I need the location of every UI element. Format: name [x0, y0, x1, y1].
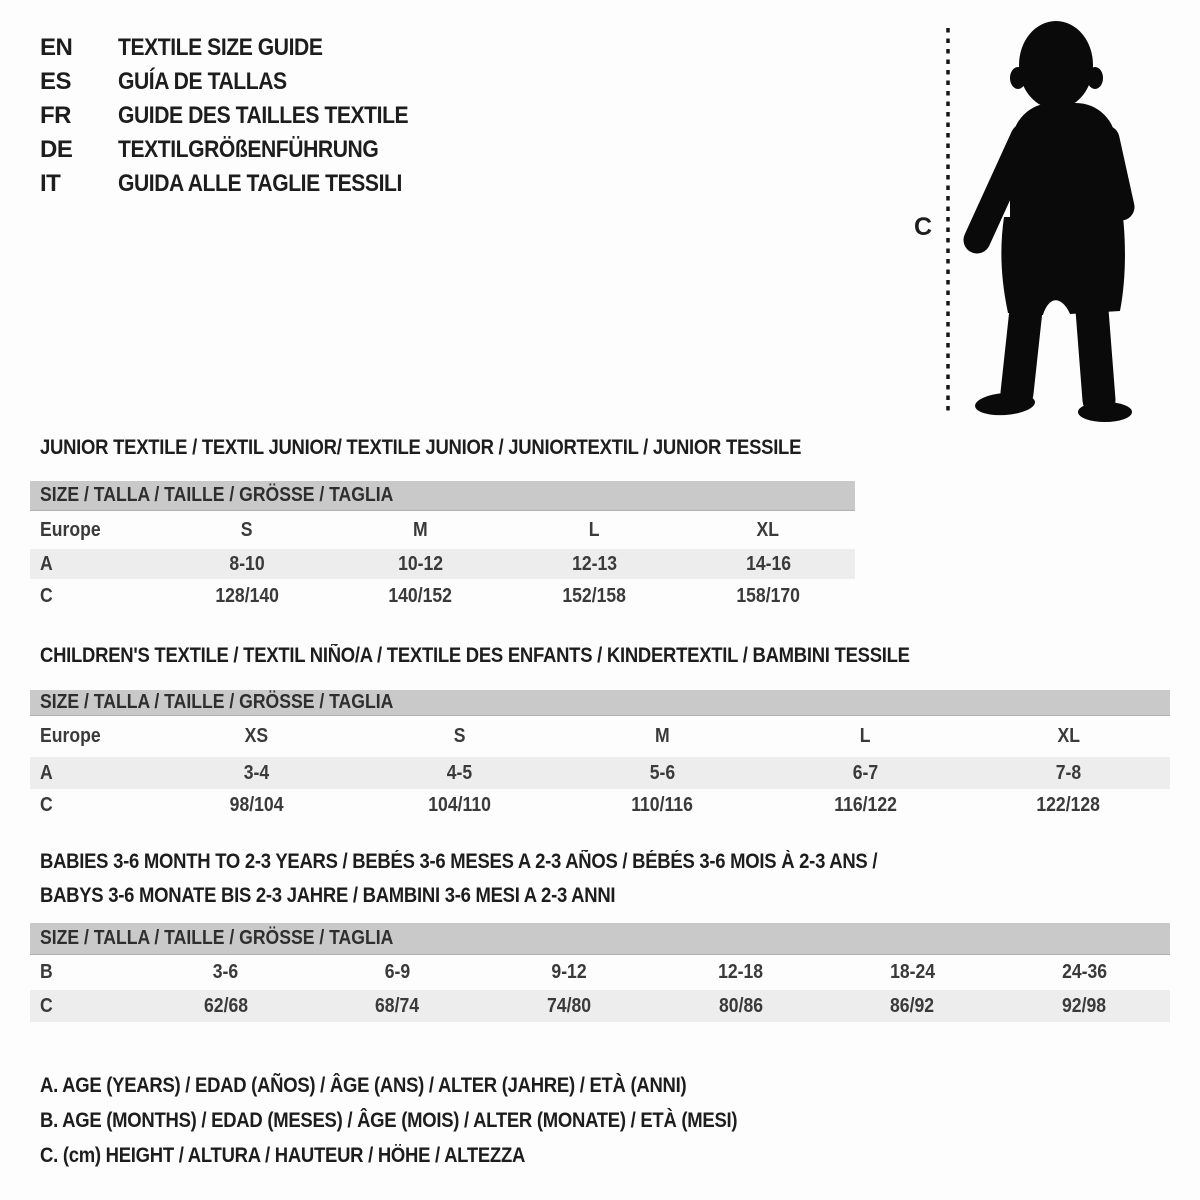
footnote-a: A. AGE (YEARS) / EDAD (AÑOS) / ÂGE (ANS) / ALTER (JAHRE) / ETÀ (ANNI): [40, 1074, 687, 1097]
guide-title-fr: GUIDE DES TAILLES TEXTILE: [118, 102, 409, 129]
lang-code: ES: [40, 68, 72, 95]
age-cell: 18-24: [890, 961, 936, 983]
age-cell: 8-10: [229, 552, 265, 575]
height-cell: 62/68: [203, 994, 248, 1017]
guide-title-de: TEXTILGRÖßENFÜHRUNG: [118, 136, 379, 163]
lang-row-it: [40, 167, 448, 201]
lang-code: FR: [40, 102, 71, 129]
size-cell: XL: [1057, 725, 1080, 747]
age-cell: 12-13: [571, 552, 617, 575]
height-cell: 158/170: [736, 584, 800, 607]
height-cell: 152/158: [562, 584, 627, 607]
height-cell: 80/86: [718, 994, 763, 1017]
age-cell: 10-12: [398, 552, 444, 575]
age-cell: 3-6: [213, 961, 239, 983]
table-row: [30, 716, 1170, 757]
table-row: [30, 990, 1170, 1022]
babies-size-table: [30, 923, 1170, 1022]
junior-section-title-text: JUNIOR TEXTILE / TEXTIL JUNIOR/ TEXTILE JUNIOR / JUNIORTEXTIL / JUNIOR TESSILE: [40, 436, 802, 459]
baby-silhouette-shape: [974, 21, 1132, 422]
age-cell: 12-18: [718, 961, 764, 983]
table-row: [30, 955, 1170, 990]
footnote-c: C. (cm) HEIGHT / ALTURA / HAUTEUR / HÖHE / ALTEZZA: [40, 1144, 526, 1167]
junior-size-header-bar: [30, 481, 855, 511]
size-cell: XS: [244, 725, 269, 747]
height-cell: 74/80: [547, 994, 592, 1017]
size-cell: M: [413, 518, 428, 541]
size-header-label: SIZE / TALLA / TAILLE / GRÖSSE / TAGLIA: [40, 691, 394, 713]
height-cell: 68/74: [375, 994, 420, 1017]
height-cell: 140/152: [388, 584, 453, 607]
baby-silhouette-icon: [930, 5, 1170, 435]
age-cell: 6-7: [852, 761, 879, 784]
height-cell: 98/104: [229, 793, 284, 816]
age-cell: 4-5: [446, 761, 473, 784]
guide-title-it: GUIDA ALLE TAGLIE TESSILI: [118, 170, 402, 197]
size-cell: M: [655, 725, 670, 747]
babies-section-title-line1: BABIES 3-6 MONTH TO 2-3 YEARS / BEBÉS 3-6 MESES A 2-3 AÑOS / BÉBÉS 3-6 MOIS À 2-3 ANS /: [40, 850, 878, 873]
age-cell: 5-6: [649, 761, 676, 784]
babies-size-header-bar: [30, 923, 1170, 955]
age-cell: 24-36: [1061, 961, 1107, 983]
guide-title-en: TEXTILE SIZE GUIDE: [118, 34, 323, 61]
junior-size-table: [30, 481, 855, 613]
lang-code: DE: [40, 136, 73, 163]
age-cell: 3-4: [243, 761, 270, 784]
babies-section-title: [40, 845, 991, 913]
size-header-label: SIZE / TALLA / TAILLE / GRÖSSE / TAGLIA: [40, 927, 394, 949]
table-row: [30, 579, 855, 613]
table-row: [30, 511, 855, 549]
row-label: Europe: [40, 518, 101, 541]
guide-title-es: GUÍA DE TALLAS: [118, 68, 287, 95]
height-cell: 92/98: [1062, 994, 1107, 1017]
row-label: C: [40, 994, 53, 1017]
row-label: C: [40, 793, 53, 816]
table-row: [30, 757, 1170, 789]
lang-row-es: [40, 65, 448, 99]
age-cell: 7-8: [1055, 761, 1082, 784]
size-cell: S: [453, 725, 466, 747]
height-cell: 116/122: [834, 793, 897, 816]
age-cell: 9-12: [551, 961, 587, 983]
height-cell: 104/110: [428, 793, 491, 816]
table-row: [30, 789, 1170, 821]
height-measure-label: C: [914, 213, 933, 241]
children-section-title-text: CHILDREN'S TEXTILE / TEXTIL NIÑO/A / TEXTILE DES ENFANTS / KINDERTEXTIL / BAMBINI TESSILE: [40, 644, 910, 667]
height-cell: 110/116: [631, 793, 694, 816]
lang-code: EN: [40, 34, 73, 61]
children-size-table: [30, 690, 1170, 821]
size-cell: L: [588, 518, 600, 541]
children-section-title: [40, 644, 1028, 668]
age-cell: 14-16: [745, 552, 791, 575]
lang-row-de: [40, 133, 448, 167]
language-header: [40, 31, 448, 201]
babies-section-title-line2: BABYS 3-6 MONATE BIS 2-3 JAHRE / BAMBINI 3-6 MESI A 2-3 ANNI: [40, 884, 616, 907]
height-cell: 86/92: [890, 994, 935, 1017]
junior-section-title: [40, 436, 905, 460]
age-cell: 6-9: [384, 961, 411, 983]
row-label: A: [40, 552, 53, 575]
row-label: C: [40, 584, 53, 607]
children-size-header-bar: [30, 690, 1170, 716]
legend-footnotes: [40, 1068, 832, 1173]
row-label: B: [40, 961, 53, 983]
size-cell: XL: [756, 518, 780, 541]
height-cell: 122/128: [1036, 793, 1101, 816]
row-label: A: [40, 761, 53, 784]
size-cell: L: [860, 725, 871, 747]
lang-code: IT: [40, 170, 61, 197]
table-row: [30, 549, 855, 579]
size-header-label: SIZE / TALLA / TAILLE / GRÖSSE / TAGLIA: [40, 484, 394, 506]
lang-row-fr: [40, 99, 448, 133]
lang-row-en: [40, 31, 448, 65]
size-cell: S: [241, 518, 253, 541]
height-cell: 128/140: [215, 584, 279, 607]
footnote-b: B. AGE (MONTHS) / EDAD (MESES) / ÂGE (MOIS) / ALTER (MONATE) / ETÀ (MESI): [40, 1109, 738, 1132]
row-label: Europe: [40, 725, 101, 747]
